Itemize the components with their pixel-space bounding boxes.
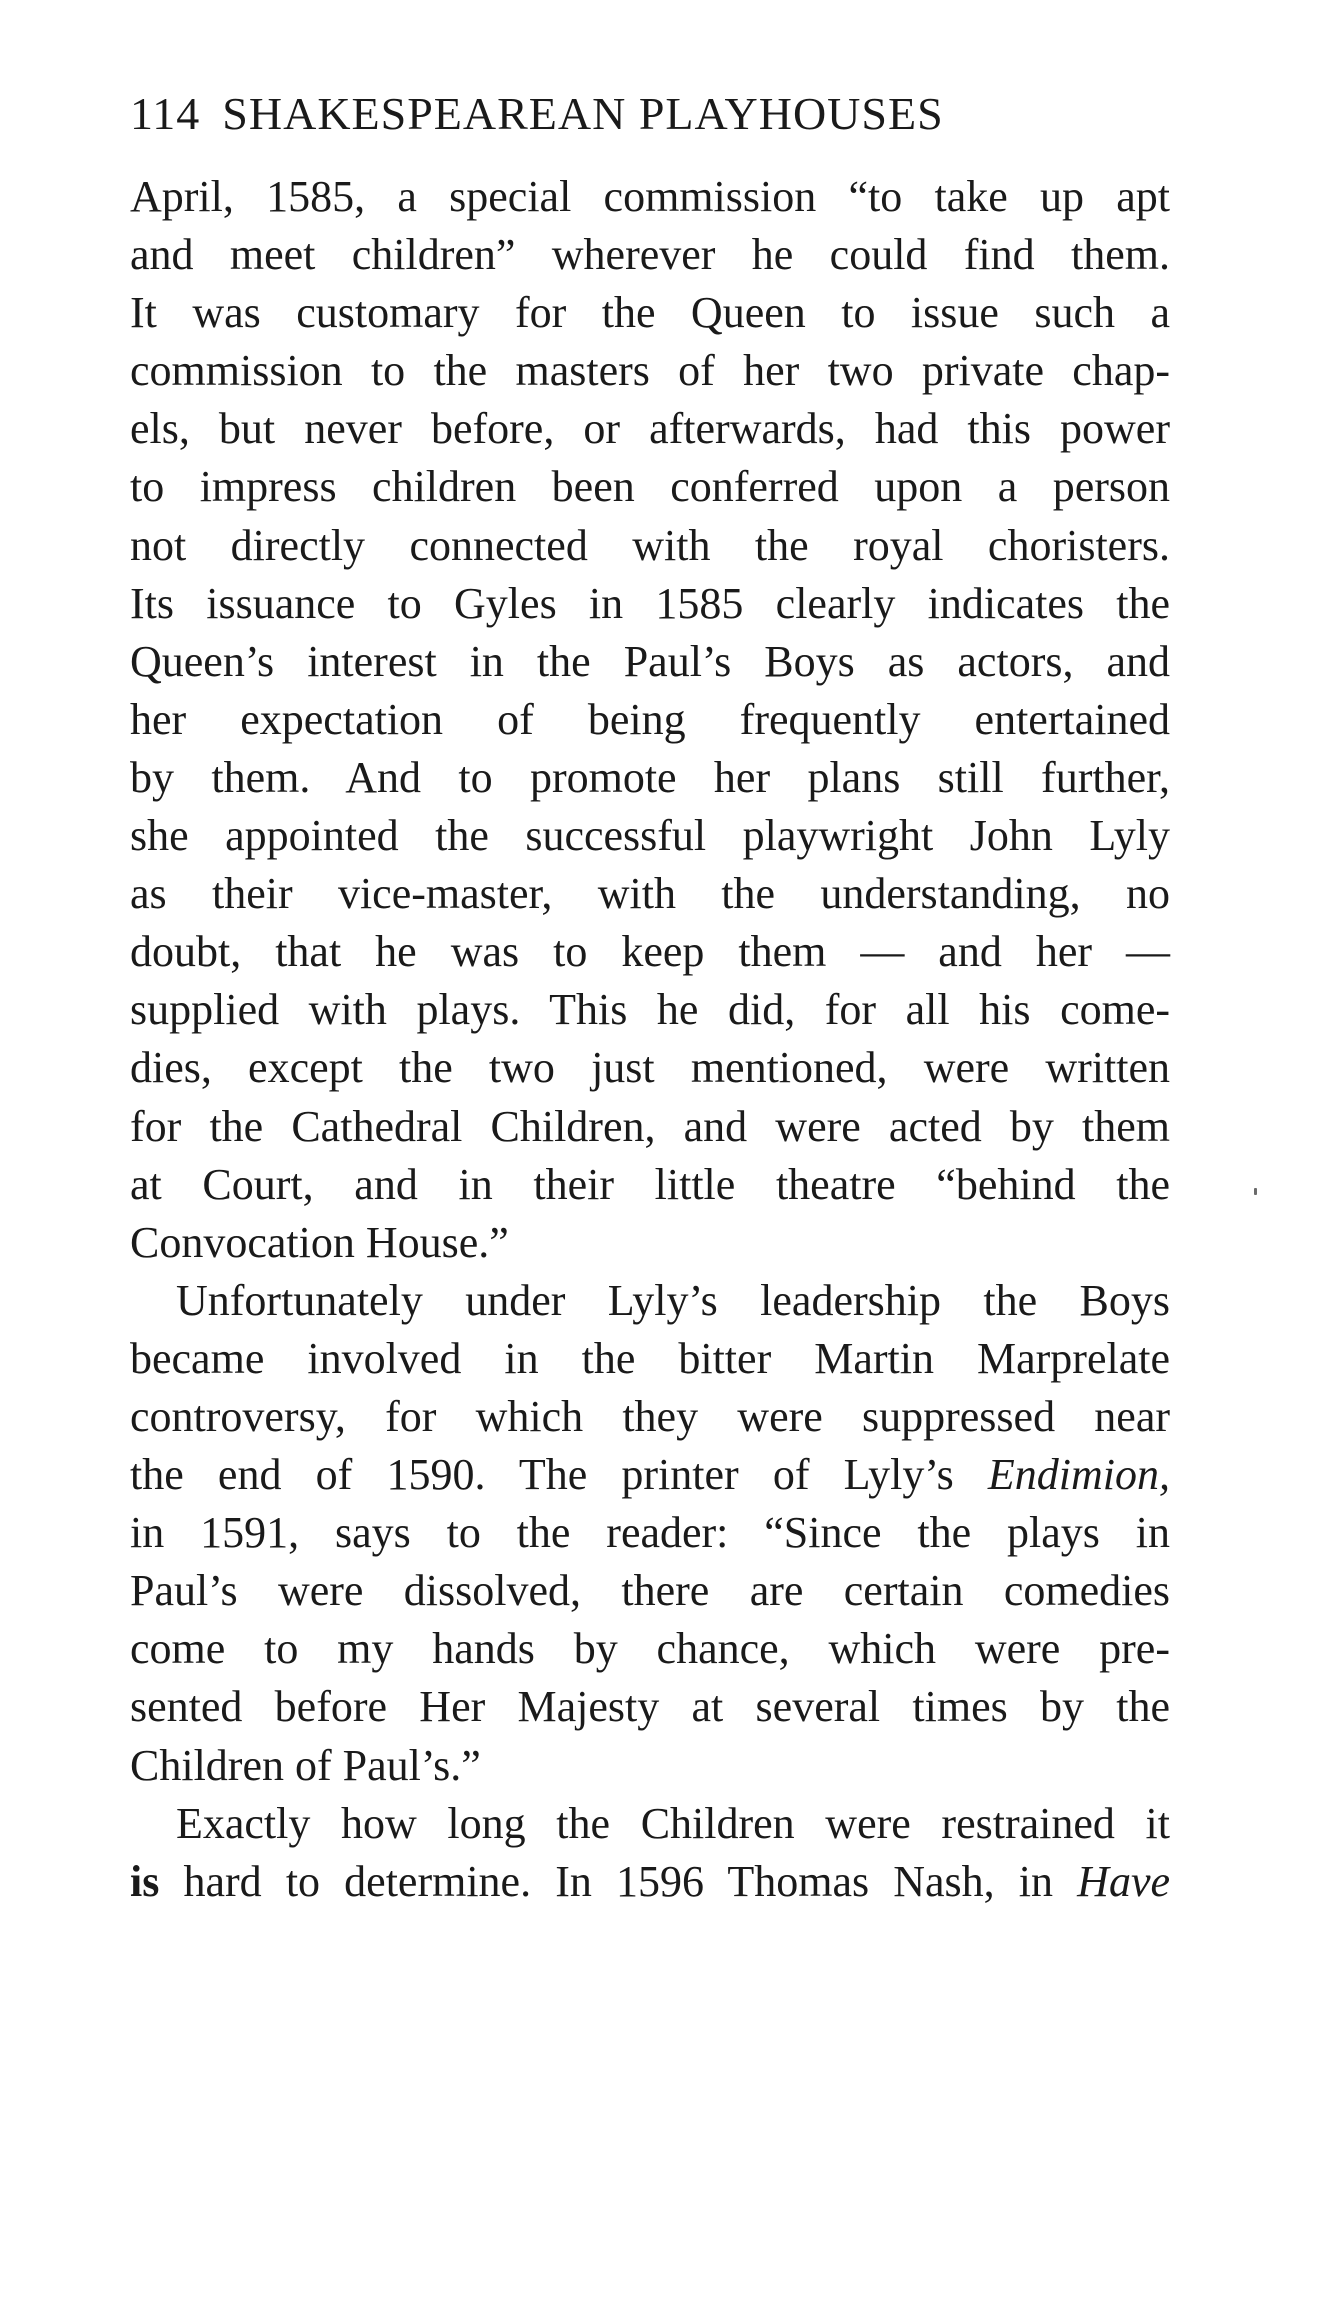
paragraph-2 — [130, 1272, 1170, 1795]
ink-speck — [1254, 1188, 1257, 1195]
text-line: in 1591, says to the reader: “Since the plays in — [130, 1508, 1170, 1558]
text-line: by them. And to promote her plans still further, — [130, 752, 1170, 802]
text-line: It was customary for the Queen to issue such a — [130, 288, 1170, 338]
text-line: Queen’s interest in the Paul’s Boys as actors, and — [130, 636, 1170, 686]
text-line: Unfortunately under Lyly’s leadership the Boys — [176, 1275, 1170, 1325]
page-number: 114 — [130, 88, 201, 139]
paragraph-3 — [130, 1795, 1170, 1911]
text-line: controversy, for which they were suppressed near — [130, 1391, 1170, 1441]
text-line: to impress children been conferred upon a person — [130, 462, 1170, 512]
text-line: Its issuance to Gyles in 1585 clearly indicates the — [130, 578, 1170, 628]
text-line: Convocation House.” — [130, 1217, 509, 1267]
text-line: became involved in the bitter Martin Marprelate — [130, 1333, 1170, 1383]
text-line: and meet children” wherever he could find them. — [130, 230, 1170, 280]
text-line: Exactly how long the Children were restrained it — [176, 1798, 1170, 1848]
text-line: her expectation of being frequently entertained — [130, 694, 1170, 744]
text-line: April, 1585, a special commission “to take up apt — [130, 172, 1170, 221]
text-line: as their vice-master, with the understanding, no — [130, 869, 1170, 919]
paragraph-1 — [130, 168, 1170, 1272]
italic-title: Have — [1077, 1856, 1171, 1906]
text-line: els, but never before, or afterwards, had this power — [130, 404, 1170, 454]
text-line: come to my hands by chance, which were pre- — [130, 1624, 1170, 1674]
bold-word: is — [130, 1856, 160, 1906]
text-line: not directly connected with the royal choristers. — [130, 520, 1170, 570]
running-title: SHAKESPEAREAN PLAYHOUSES — [222, 88, 944, 139]
text-line: sented before Her Majesty at several times by the — [130, 1682, 1170, 1732]
text-line: she appointed the successful playwright John Lyly — [130, 811, 1170, 861]
text-line: Paul’s were dissolved, there are certain comedies — [130, 1566, 1170, 1616]
text-line: dies, except the two just mentioned, were written — [130, 1043, 1170, 1093]
italic-title: Endimion, — [987, 1450, 1170, 1500]
running-head — [130, 84, 1170, 144]
text-segment: the end of 1590. The printer of Lyly’s — [130, 1450, 954, 1500]
text-line: commission to the masters of her two private chap- — [130, 346, 1170, 396]
text-line: at Court, and in their little theatre “behind the — [130, 1159, 1170, 1209]
text-line: Children of Paul’s.” — [130, 1740, 481, 1790]
text-line: for the Cathedral Children, and were acted by them — [130, 1101, 1170, 1151]
text-line-with-title — [130, 1853, 1170, 1911]
text-line-with-title — [130, 1446, 1170, 1504]
text-segment: hard to determine. In 1596 Thomas Nash, in — [183, 1856, 1054, 1906]
body-text — [130, 168, 1170, 1911]
text-line: supplied with plays. This he did, for all his come- — [130, 985, 1170, 1035]
text-line: doubt, that he was to keep them — and her — — [130, 927, 1170, 977]
